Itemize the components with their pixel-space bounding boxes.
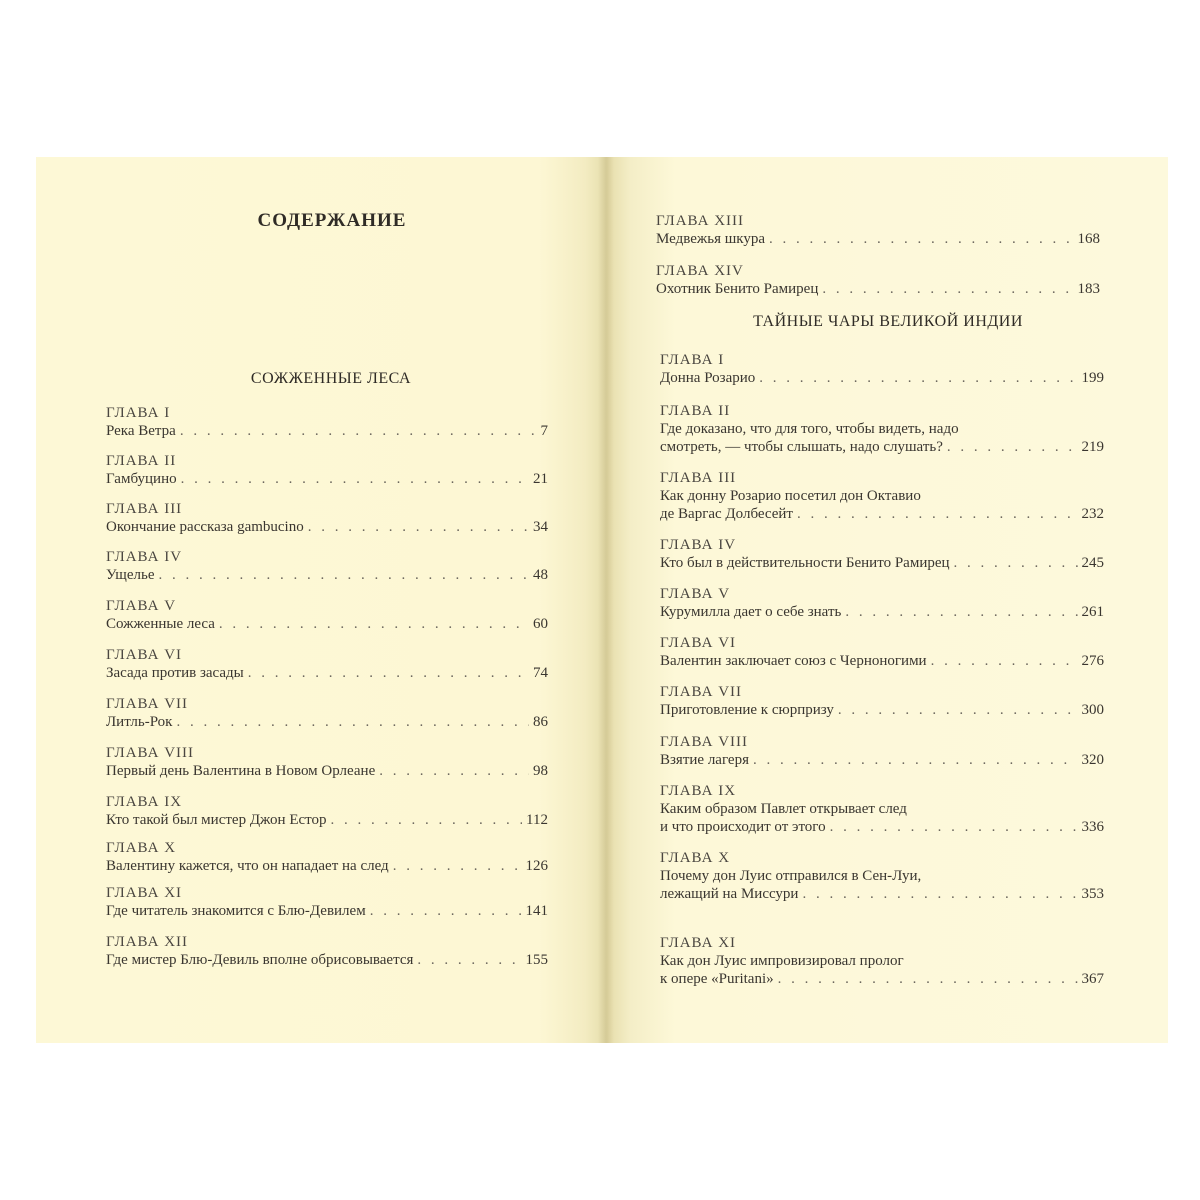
toc-entry (106, 884, 548, 920)
chapter-label: ГЛАВА XIV (656, 263, 744, 279)
toc-row (106, 566, 548, 584)
page-number: 98 (533, 763, 548, 779)
toc-entry (106, 404, 548, 440)
chapter-title-line: Каким образом Павлет открывает след (660, 801, 907, 817)
page-number: 183 (1077, 281, 1100, 297)
chapter-title-line: Где доказано, что для того, чтобы видеть, надо (660, 421, 959, 437)
chapter-label: ГЛАВА VI (106, 647, 183, 663)
chapter-title: смотреть, — чтобы слышать, надо слушать? (660, 439, 943, 455)
dot-leader (753, 751, 1078, 769)
toc-row (660, 603, 1104, 621)
part-title-left: СОЖЖЕННЫЕ ЛЕСА (250, 370, 412, 387)
dot-leader (769, 230, 1073, 248)
chapter-label: ГЛАВА VII (106, 696, 189, 712)
chapter-label: ГЛАВА X (660, 850, 731, 866)
dot-leader (308, 518, 529, 536)
dot-leader (838, 701, 1078, 719)
chapter-title: Курумилла дает о себе знать (660, 604, 842, 620)
dot-leader (830, 818, 1078, 836)
page-number: 276 (1081, 653, 1104, 669)
toc-row (660, 369, 1104, 387)
book-gutter (598, 157, 614, 1043)
chapter-label: ГЛАВА II (660, 403, 731, 419)
toc-row (106, 857, 548, 875)
chapter-title-line: Как донну Розарио посетил дон Октавио (660, 488, 921, 504)
chapter-label: ГЛАВА XI (660, 935, 737, 951)
dot-leader (954, 554, 1078, 572)
toc-entry (660, 469, 1104, 523)
chapter-title: Валентин заключает союз с Черноногими (660, 653, 927, 669)
chapter-title: Где читатель знакомится с Блю-Девилем (106, 903, 366, 919)
chapter-title: Взятие лагеря (660, 752, 749, 768)
dot-leader (379, 762, 529, 780)
toc-row (106, 713, 548, 731)
page-number: 74 (533, 665, 548, 681)
toc-row (656, 280, 1100, 298)
dot-leader (159, 566, 530, 584)
chapter-label: ГЛАВА III (660, 470, 737, 486)
chapter-title: лежащий на Миссури (660, 886, 799, 902)
chapter-label: ГЛАВА V (660, 586, 731, 602)
page-number: 336 (1081, 819, 1104, 835)
chapter-label: ГЛАВА IX (106, 794, 183, 810)
page-number: 7 (540, 423, 548, 439)
toc-entry (660, 782, 1104, 836)
toc-row (660, 505, 1104, 523)
chapter-title: Медвежья шкура (656, 231, 766, 247)
chapter-label: ГЛАВА IX (660, 783, 737, 799)
toc-entry (660, 351, 1104, 387)
chapter-title: Первый день Валентина в Новом Орлеане (106, 763, 376, 779)
toc-entry (106, 597, 548, 633)
chapter-label: ГЛАВА VIII (106, 745, 195, 761)
dot-leader (181, 470, 529, 488)
dot-leader (248, 664, 529, 682)
page-number: 112 (526, 812, 548, 828)
chapter-title-line: Как дон Луис импровизировал пролог (660, 953, 904, 969)
dot-leader (219, 615, 529, 633)
chapter-title: Литль-Рок (106, 714, 173, 730)
dot-leader (370, 902, 522, 920)
toc-row (660, 438, 1104, 456)
toc-entry (656, 262, 1100, 298)
page-number: 300 (1081, 702, 1104, 718)
chapter-label: ГЛАВА XIII (656, 213, 745, 229)
chapter-label: ГЛАВА I (660, 352, 725, 368)
toc-row (660, 701, 1104, 719)
toc-entry (106, 646, 548, 682)
chapter-title: Охотник Бенито Рамирец (656, 281, 819, 297)
chapter-title: к опере «Puritani» (660, 971, 774, 987)
dot-leader (778, 970, 1078, 988)
chapter-title: Где мистер Блю-Девиль вполне обрисовывается (106, 952, 414, 968)
contents-title: СОДЕРЖАНИЕ (257, 210, 407, 231)
toc-row (106, 664, 548, 682)
dot-leader (393, 857, 522, 875)
toc-entry (660, 536, 1104, 572)
chapter-label: ГЛАВА VI (660, 635, 737, 651)
dot-leader (417, 951, 521, 969)
toc-entry (660, 402, 1104, 456)
page-number: 34 (533, 519, 548, 535)
chapter-title: Сожженные леса (106, 616, 215, 632)
toc-entry (106, 933, 548, 969)
chapter-title: Ущелье (106, 567, 155, 583)
toc-row (106, 470, 548, 488)
page-number: 232 (1081, 506, 1104, 522)
page-number: 141 (525, 903, 548, 919)
toc-row (660, 885, 1104, 903)
dot-leader (822, 280, 1073, 298)
toc-row (106, 615, 548, 633)
page-number: 155 (525, 952, 548, 968)
chapter-label: ГЛАВА II (106, 453, 177, 469)
chapter-title: де Варгас Долбесейт (660, 506, 793, 522)
chapter-label: ГЛАВА VIII (660, 734, 749, 750)
chapter-label: ГЛАВА IV (660, 537, 737, 553)
toc-row (660, 554, 1104, 572)
page-number: 367 (1081, 971, 1104, 987)
page-number: 245 (1081, 555, 1104, 571)
page-number: 48 (533, 567, 548, 583)
page-number: 86 (533, 714, 548, 730)
toc-row (106, 762, 548, 780)
page-number: 219 (1081, 439, 1104, 455)
chapter-title: Донна Розарио (660, 370, 756, 386)
toc-row (106, 902, 548, 920)
toc-entry (106, 793, 548, 829)
toc-entry (106, 744, 548, 780)
chapter-title: Кто был в действительности Бенито Рамирец (660, 555, 950, 571)
chapter-label: ГЛАВА V (106, 598, 177, 614)
dot-leader (176, 713, 529, 731)
toc-row (106, 422, 548, 440)
toc-entry (660, 733, 1104, 769)
dot-leader (947, 438, 1078, 456)
chapter-title: и что происходит от этого (660, 819, 826, 835)
chapter-title: Приготовление к сюрпризу (660, 702, 834, 718)
part-title-right: ТАЙНЫЕ ЧАРЫ ВЕЛИКОЙ ИНДИИ (753, 313, 1023, 330)
toc-entry (660, 934, 1104, 988)
chapter-title-line: Почему дон Луис отправился в Сен-Луи, (660, 868, 922, 884)
chapter-label: ГЛАВА XI (106, 885, 183, 901)
toc-row (106, 951, 548, 969)
chapter-label: ГЛАВА XII (106, 934, 189, 950)
chapter-title: Гамбуцино (106, 471, 177, 487)
chapter-title: Валентину кажется, что он нападает на след (106, 858, 389, 874)
dot-leader (845, 603, 1077, 621)
toc-entry (106, 695, 548, 731)
toc-entry (660, 849, 1104, 903)
page-number: 126 (525, 858, 548, 874)
toc-row (660, 751, 1104, 769)
chapter-title: Кто такой был мистер Джон Естор (106, 812, 327, 828)
toc-row (106, 518, 548, 536)
chapter-label: ГЛАВА III (106, 501, 183, 517)
chapter-label: ГЛАВА IV (106, 549, 183, 565)
dot-leader (180, 422, 537, 440)
toc-entry (660, 683, 1104, 719)
page-number: 353 (1081, 886, 1104, 902)
page-number: 21 (533, 471, 548, 487)
toc-entry (660, 634, 1104, 670)
page-number: 60 (533, 616, 548, 632)
chapter-label: ГЛАВА X (106, 840, 177, 856)
toc-entry (106, 548, 548, 584)
toc-entry (106, 839, 548, 875)
toc-row (656, 230, 1100, 248)
page-number: 261 (1081, 604, 1104, 620)
toc-entry (106, 500, 548, 536)
dot-leader (802, 885, 1077, 903)
page-number: 168 (1077, 231, 1100, 247)
chapter-label: ГЛАВА VII (660, 684, 743, 700)
toc-row (660, 970, 1104, 988)
toc-row (660, 652, 1104, 670)
dot-leader (797, 505, 1078, 523)
dot-leader (759, 369, 1077, 387)
toc-row (106, 811, 548, 829)
toc-entry (106, 452, 548, 488)
chapter-label: ГЛАВА I (106, 405, 171, 421)
toc-entry (660, 585, 1104, 621)
dot-leader (931, 652, 1078, 670)
page-number: 199 (1081, 370, 1104, 386)
chapter-title: Река Ветра (106, 423, 176, 439)
chapter-title: Окончание рассказа gambucino (106, 519, 304, 535)
toc-entry (656, 212, 1100, 248)
page-number: 320 (1081, 752, 1104, 768)
chapter-title: Засада против засады (106, 665, 244, 681)
toc-row (660, 818, 1104, 836)
dot-leader (331, 811, 523, 829)
